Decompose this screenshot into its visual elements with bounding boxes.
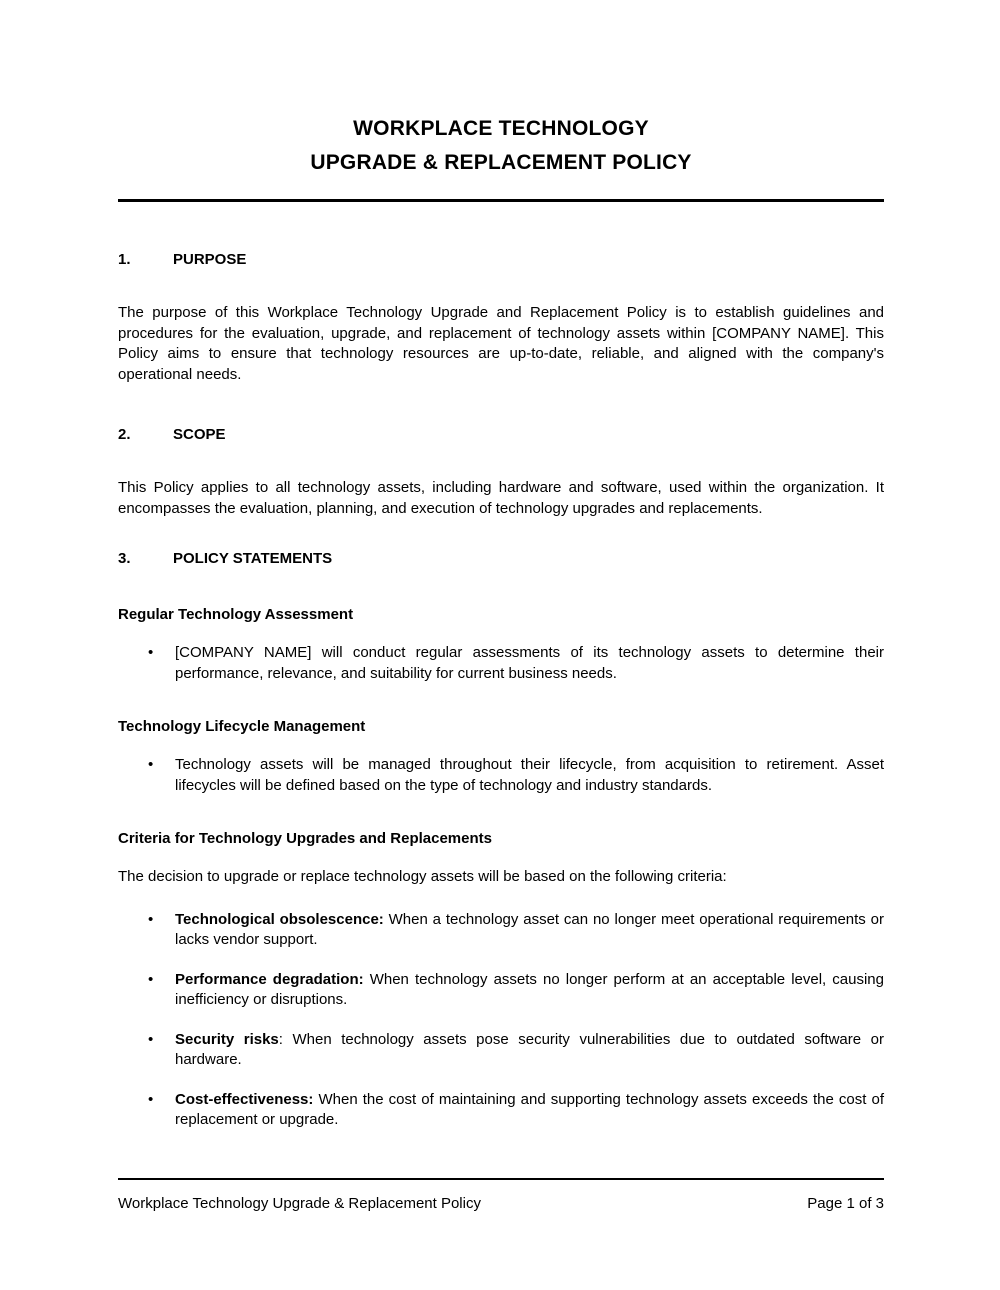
list-item-text: When technology assets no longer perform at an acceptable level, causing inefficiency or disruptions.	[175, 970, 884, 1008]
list-item-lead: Performance degradation:	[175, 970, 364, 988]
section-paragraph-scope: This Policy applies to all technology assets, including hardware and software, used within the organization. It encompasses the evaluation, planning, and execution of technology upgrades and replacements.	[118, 479, 884, 517]
section-label-2: SCOPE	[173, 426, 226, 443]
subheading-lifecycle-management: Technology Lifecycle Management	[118, 718, 366, 735]
page-footer	[118, 1178, 884, 1214]
list-item-lead: Security risks	[175, 1030, 279, 1048]
list-item	[118, 910, 884, 951]
footer-document-title: Workplace Technology Upgrade & Replacement Policy	[118, 1195, 481, 1212]
section-number-1: 1.	[118, 251, 131, 268]
list-item-lead: Cost-effectiveness:	[175, 1090, 314, 1108]
list-item	[118, 970, 884, 1011]
bullet-list-regular-assessment	[118, 643, 884, 684]
title-line-2: UPGRADE & REPLACEMENT POLICY	[310, 151, 692, 174]
section-label-1: PURPOSE	[173, 251, 247, 268]
list-item: • Technology assets will be managed throughout their lifecycle, from acquisition to retirement. Asset lifecycles will be defined based on the type of technology and industry standards.	[118, 755, 884, 796]
title-divider	[118, 199, 884, 202]
section-heading-scope	[118, 425, 884, 445]
section-number-2: 2.	[118, 426, 131, 443]
list-item-lead: Technological obsolescence:	[175, 910, 384, 928]
criteria-intro-paragraph: The decision to upgrade or replace technology assets will be based on the following criteria:	[118, 868, 727, 885]
document-body	[118, 0, 884, 1131]
document-title	[118, 0, 884, 180]
list-item	[118, 1030, 884, 1071]
section-label-3: POLICY STATEMENTS	[173, 550, 333, 567]
section-paragraph-purpose: The purpose of this Workplace Technology Upgrade and Replacement Policy is to establish guidelines and procedures for the evaluation, upgrade, and replacement of technology assets within [COMPANY NAME]. This Policy aims to ensure that technology resources are up-to-date, reliable, and aligned with the company's operational needs.	[118, 304, 884, 383]
subheading-regular-assessment: Regular Technology Assessment	[118, 606, 354, 623]
section-heading-policy-statements	[118, 549, 884, 569]
list-item: • [COMPANY NAME] will conduct regular assessments of its technology assets to determine their performance, relevance, and suitability for current business needs.	[118, 643, 884, 684]
title-line-1: WORKPLACE TECHNOLOGY	[353, 117, 649, 140]
section-number-3: 3.	[118, 550, 131, 567]
section-heading-purpose	[118, 250, 884, 270]
subheading-criteria: Criteria for Technology Upgrades and Replacements	[118, 830, 492, 847]
bullet-list-criteria	[118, 910, 884, 1131]
footer-page-number: Page 1 of 3	[807, 1195, 884, 1212]
list-item-text: : When technology assets pose security vulnerabilities due to outdated software or hardware.	[175, 1030, 884, 1068]
list-item-text: When a technology asset can no longer meet operational requirements or lacks vendor support.	[175, 910, 884, 948]
list-item	[118, 1090, 884, 1131]
bullet-list-lifecycle-management	[118, 755, 884, 796]
list-item-text: When the cost of maintaining and supporting technology assets exceeds the cost of replacement or upgrade.	[175, 1090, 884, 1128]
